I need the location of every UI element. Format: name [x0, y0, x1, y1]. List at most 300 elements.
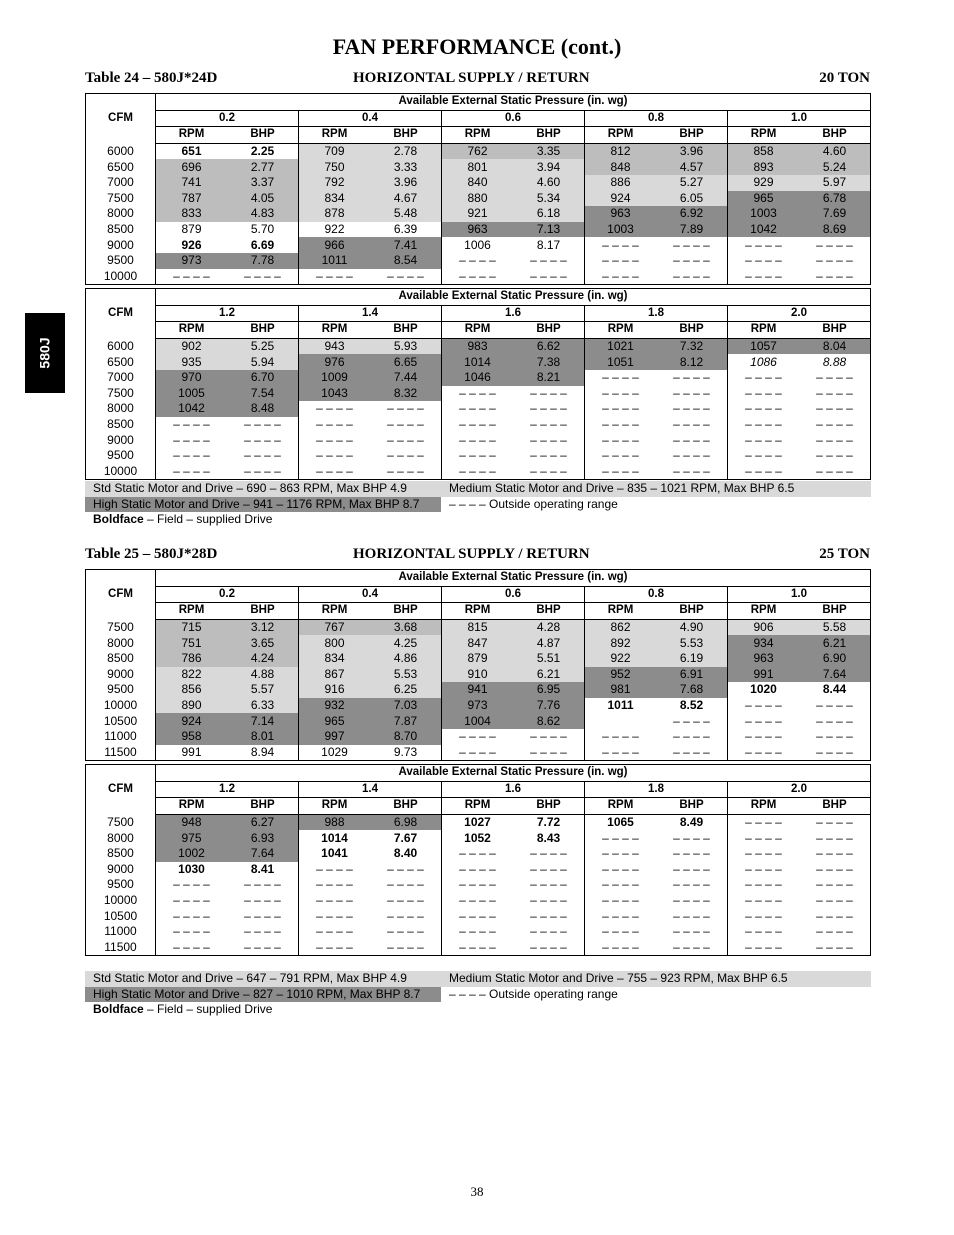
bhp-cell: – – – –: [530, 268, 567, 283]
bhp-cell: – – – –: [673, 893, 710, 908]
bhp-cell: 8.49: [679, 815, 704, 830]
cfm-cell: 7500: [86, 386, 156, 402]
bhp-cell: – – – –: [673, 924, 710, 939]
rpm-header: RPM: [299, 798, 371, 815]
bhp-cell: 8.44: [822, 682, 847, 697]
pressure-header: 2.0: [728, 305, 871, 322]
legend-boldface-text: – Field – supplied Drive: [143, 1002, 273, 1017]
bhp-header: BHP: [227, 322, 299, 339]
rpm-cell: – – – –: [728, 401, 800, 417]
rpm-cell: – – – –: [442, 893, 514, 909]
bhp-cell: 3.65: [227, 635, 299, 651]
rpm-cell: – – – –: [728, 253, 800, 269]
bhp-cell: 7.72: [536, 815, 561, 830]
bhp-cell: 6.98: [370, 814, 442, 830]
rpm-cell: – – – –: [299, 464, 371, 480]
cfm-cell: 10000: [86, 698, 156, 714]
bhp-cell: – – – –: [673, 370, 710, 385]
table-24-legend: [85, 481, 871, 528]
rpm-cell: – – – –: [442, 877, 514, 893]
bhp-cell: – – – –: [673, 729, 710, 744]
rpm-cell: – – – –: [173, 463, 210, 478]
rpm-cell: – – – –: [585, 464, 657, 480]
bhp-cell: 7.87: [370, 713, 442, 729]
rpm-cell: 1027: [442, 814, 514, 830]
bhp-cell: – – – –: [530, 893, 567, 908]
rpm-cell: 767: [299, 619, 371, 635]
rpm-cell: 935: [156, 354, 228, 370]
bhp-cell: – – – –: [673, 877, 710, 892]
rpm-cell: 965: [299, 713, 371, 729]
cfm-cell: 8000: [86, 206, 156, 222]
rpm-header: RPM: [299, 322, 371, 339]
rpm-cell: 991: [181, 744, 202, 759]
rpm-cell: – – – –: [585, 893, 657, 909]
cfm-cell: 7000: [86, 370, 156, 386]
table-row: [86, 432, 871, 448]
bhp-cell: – – – –: [530, 846, 567, 861]
bhp-cell: 8.94: [250, 744, 275, 759]
cfm-cell: 8000: [86, 635, 156, 651]
bhp-cell: 8.21: [513, 370, 585, 386]
bhp-cell: – – – –: [387, 268, 424, 283]
bhp-cell: – – – –: [244, 417, 281, 432]
rpm-cell: 1005: [156, 386, 228, 402]
rpm-cell: – – – –: [442, 846, 514, 862]
bhp-cell: 4.05: [227, 191, 299, 207]
bhp-cell: 8.70: [370, 729, 442, 745]
bhp-cell: 6.95: [513, 682, 585, 698]
rpm-cell: – – – –: [585, 908, 657, 924]
cfm-cell: 9000: [86, 237, 156, 253]
bhp-cell: 8.88: [822, 354, 847, 369]
bhp-cell: – – – –: [387, 908, 424, 923]
bhp-cell: 7.89: [656, 222, 728, 238]
bhp-cell: – – – –: [673, 908, 710, 923]
rpm-cell: – – – –: [585, 940, 657, 956]
rpm-cell: – – – –: [299, 432, 371, 448]
rpm-cell: 943: [299, 338, 371, 354]
table-row: [86, 464, 871, 480]
bhp-cell: – – – –: [816, 698, 853, 713]
bhp-cell: – – – –: [530, 463, 567, 478]
table-row: [86, 206, 871, 222]
bhp-cell: – – – –: [530, 729, 567, 744]
rpm-cell: 840: [442, 175, 514, 191]
bhp-cell: – – – –: [387, 432, 424, 447]
bhp-cell: – – – –: [816, 253, 853, 268]
rpm-cell: [585, 713, 657, 729]
rpm-cell: 792: [299, 175, 371, 191]
bhp-cell: – – – –: [816, 370, 853, 385]
rpm-cell: – – – –: [299, 893, 371, 909]
bhp-cell: – – – –: [816, 924, 853, 939]
table-row: [86, 143, 871, 159]
bhp-cell: 6.25: [370, 682, 442, 698]
table-row: [86, 269, 871, 285]
rpm-cell: 916: [299, 682, 371, 698]
table-tonnage: 25 TON: [819, 546, 870, 562]
bhp-header: BHP: [799, 603, 871, 620]
legend-boldface-label: Boldface: [93, 512, 144, 527]
rpm-header: RPM: [299, 127, 371, 144]
cfm-header: CFM: [86, 289, 156, 339]
rpm-header: RPM: [585, 127, 657, 144]
bhp-cell: 4.24: [227, 651, 299, 667]
rpm-cell: – – – –: [728, 908, 800, 924]
rpm-cell: 800: [299, 635, 371, 651]
rpm-cell: 1011: [299, 253, 371, 269]
rpm-cell: 1003: [585, 222, 657, 238]
bhp-cell: – – – –: [816, 846, 853, 861]
rpm-cell: 815: [442, 619, 514, 635]
table-mode: HORIZONTAL SUPPLY / RETURN: [353, 546, 590, 562]
bhp-cell: – – – –: [816, 939, 853, 954]
rpm-header: RPM: [442, 798, 514, 815]
bhp-cell: 5.53: [656, 635, 728, 651]
bhp-header: BHP: [370, 603, 442, 620]
rpm-cell: 879: [442, 651, 514, 667]
bhp-cell: – – – –: [673, 744, 710, 759]
rpm-cell: 1051: [585, 354, 657, 370]
bhp-cell: 7.67: [393, 830, 418, 845]
aesp-header: Available External Static Pressure (in. wg): [156, 765, 871, 782]
bhp-cell: – – – –: [244, 939, 281, 954]
rpm-cell: 1014: [442, 354, 514, 370]
rpm-cell: – – – –: [299, 940, 371, 956]
rpm-cell: 890: [156, 698, 228, 714]
bhp-cell: – – – –: [816, 830, 853, 845]
rpm-cell: – – – –: [442, 432, 514, 448]
bhp-cell: 6.21: [799, 635, 871, 651]
aesp-header: Available External Static Pressure (in. wg): [156, 94, 871, 111]
table-tonnage: 20 TON: [819, 70, 870, 86]
rpm-cell: 922: [299, 222, 371, 238]
bhp-cell: 4.25: [370, 635, 442, 651]
rpm-cell: 879: [181, 222, 202, 237]
rpm-header: RPM: [728, 127, 800, 144]
table-row: [86, 338, 871, 354]
bhp-cell: 6.91: [656, 667, 728, 683]
table-row: [86, 745, 871, 761]
bhp-cell: 6.90: [799, 651, 871, 667]
bhp-cell: 3.35: [513, 143, 585, 159]
rpm-cell: 1003: [728, 206, 800, 222]
rpm-cell: 847: [442, 635, 514, 651]
bhp-header: BHP: [656, 127, 728, 144]
cfm-cell: 9500: [86, 877, 156, 893]
bhp-cell: – – – –: [530, 939, 567, 954]
rpm-cell: – – – –: [442, 386, 514, 402]
rpm-cell: – – – –: [299, 908, 371, 924]
bhp-cell: 5.27: [656, 175, 728, 191]
bhp-cell: – – – –: [673, 253, 710, 268]
bhp-cell: 8.43: [536, 830, 561, 845]
bhp-cell: 6.70: [227, 370, 299, 386]
bhp-header: BHP: [656, 322, 728, 339]
table-row: [86, 682, 871, 698]
bhp-cell: – – – –: [387, 877, 424, 892]
rpm-cell: 924: [585, 191, 657, 207]
pressure-header: 1.6: [442, 305, 585, 322]
bhp-cell: – – – –: [816, 417, 853, 432]
bhp-cell: – – – –: [673, 463, 710, 478]
cfm-cell: 8500: [86, 651, 156, 667]
rpm-cell: 973: [156, 253, 228, 269]
bhp-cell: 7.32: [656, 338, 728, 354]
bhp-cell: 2.77: [227, 159, 299, 175]
rpm-cell: 997: [299, 729, 371, 745]
bhp-cell: – – – –: [816, 877, 853, 892]
rpm-cell: 822: [156, 667, 228, 683]
rpm-cell: 1011: [585, 698, 657, 714]
bhp-cell: 8.40: [393, 846, 418, 861]
bhp-cell: – – – –: [530, 401, 567, 416]
table-number: Table 25 – 580J*28D: [85, 546, 218, 562]
rpm-cell: – – – –: [728, 464, 800, 480]
bhp-cell: – – – –: [816, 908, 853, 923]
bhp-cell: – – – –: [244, 268, 281, 283]
bhp-cell: – – – –: [673, 385, 710, 400]
bhp-cell: – – – –: [530, 744, 567, 759]
bhp-cell: 5.57: [227, 682, 299, 698]
table-row: [86, 814, 871, 830]
pressure-header: 0.4: [299, 110, 442, 127]
rpm-cell: 988: [299, 814, 371, 830]
rpm-cell: – – – –: [299, 924, 371, 940]
rpm-cell: – – – –: [728, 893, 800, 909]
rpm-cell: – – – –: [728, 386, 800, 402]
bhp-header: BHP: [799, 127, 871, 144]
cfm-cell: 9000: [86, 667, 156, 683]
rpm-cell: 1042: [156, 401, 228, 417]
cfm-cell: 9000: [86, 432, 156, 448]
table-row: [86, 386, 871, 402]
bhp-header: BHP: [799, 322, 871, 339]
bhp-cell: – – – –: [673, 846, 710, 861]
pressure-header: 0.8: [585, 586, 728, 603]
bhp-cell: – – – –: [387, 893, 424, 908]
cfm-cell: 6500: [86, 159, 156, 175]
bhp-cell: 7.76: [513, 698, 585, 714]
rpm-cell: – – – –: [442, 729, 514, 745]
bhp-cell: 5.93: [370, 338, 442, 354]
bhp-cell: – – – –: [530, 417, 567, 432]
bhp-cell: – – – –: [244, 908, 281, 923]
rpm-cell: – – – –: [173, 893, 210, 908]
cfm-cell: 11000: [86, 924, 156, 940]
legend-high-static: High Static Motor and Drive – 941 – 1176 RPM, Max BHP 8.7: [85, 497, 441, 513]
rpm-cell: – – – –: [585, 924, 657, 940]
bhp-cell: 7.68: [656, 682, 728, 698]
rpm-cell: 1041: [299, 846, 371, 862]
rpm-cell: 941: [442, 682, 514, 698]
rpm-cell: 834: [299, 191, 371, 207]
rpm-header: RPM: [156, 603, 228, 620]
bhp-cell: 3.37: [227, 175, 299, 191]
bhp-cell: 4.83: [227, 206, 299, 222]
bhp-cell: 4.87: [513, 635, 585, 651]
rpm-cell: 934: [728, 635, 800, 651]
bhp-cell: – – – –: [530, 253, 567, 268]
cfm-header: CFM: [86, 94, 156, 144]
rpm-cell: 983: [442, 338, 514, 354]
rpm-cell: 1029: [299, 745, 371, 761]
bhp-cell: – – – –: [244, 432, 281, 447]
table-25-block-2: [85, 764, 871, 956]
rpm-cell: 1030: [178, 861, 205, 876]
bhp-cell: 7.38: [513, 354, 585, 370]
rpm-cell: – – – –: [585, 862, 657, 878]
bhp-cell: 6.21: [513, 667, 585, 683]
cfm-cell: 8000: [86, 401, 156, 417]
bhp-cell: 4.60: [799, 143, 871, 159]
rpm-cell: – – – –: [299, 417, 371, 433]
rpm-cell: 709: [299, 143, 371, 159]
bhp-cell: 8.69: [799, 222, 871, 238]
bhp-cell: 6.93: [227, 830, 299, 846]
rpm-cell: – – – –: [173, 268, 210, 283]
bhp-cell: 7.54: [227, 386, 299, 402]
rpm-cell: – – – –: [173, 448, 210, 463]
rpm-cell: 1086: [728, 354, 800, 370]
rpm-cell: – – – –: [299, 401, 371, 417]
legend-medium-static: Medium Static Motor and Drive – 755 – 923 RPM, Max BHP 6.5: [441, 971, 871, 987]
cfm-cell: 8500: [86, 417, 156, 433]
table-row: [86, 924, 871, 940]
bhp-header: BHP: [513, 322, 585, 339]
bhp-header: BHP: [513, 127, 585, 144]
table-row: [86, 448, 871, 464]
cfm-cell: 8500: [86, 846, 156, 862]
bhp-cell: – – – –: [816, 815, 853, 830]
rpm-cell: 965: [728, 191, 800, 207]
rpm-cell: 963: [728, 651, 800, 667]
table-row: [86, 417, 871, 433]
rpm-cell: 924: [156, 713, 228, 729]
rpm-cell: 886: [585, 175, 657, 191]
bhp-cell: – – – –: [673, 401, 710, 416]
bhp-cell: 2.25: [250, 144, 275, 159]
cfm-cell: 11500: [86, 745, 156, 761]
table-row: [86, 237, 871, 253]
bhp-cell: 8.17: [536, 237, 561, 252]
bhp-cell: 3.96: [656, 143, 728, 159]
rpm-cell: 878: [299, 206, 371, 222]
cfm-cell: 9500: [86, 253, 156, 269]
bhp-cell: 8.41: [250, 861, 275, 876]
bhp-cell: – – – –: [673, 432, 710, 447]
cfm-cell: 7000: [86, 175, 156, 191]
aesp-header: Available External Static Pressure (in. wg): [156, 289, 871, 306]
rpm-cell: – – – –: [728, 729, 800, 745]
section-side-tab: [25, 313, 65, 393]
rpm-cell: – – – –: [728, 924, 800, 940]
bhp-cell: – – – –: [530, 432, 567, 447]
rpm-cell: 867: [299, 667, 371, 683]
rpm-cell: – – – –: [585, 846, 657, 862]
rpm-cell: – – – –: [728, 432, 800, 448]
rpm-cell: – – – –: [442, 269, 514, 285]
bhp-cell: – – – –: [816, 401, 853, 416]
bhp-cell: – – – –: [387, 448, 424, 463]
rpm-cell: 858: [728, 143, 800, 159]
table-number: Table 24 – 580J*24D: [85, 70, 218, 86]
table-row: [86, 222, 871, 238]
table-row: [86, 651, 871, 667]
rpm-cell: – – – –: [585, 745, 657, 761]
rpm-header: RPM: [156, 322, 228, 339]
rpm-header: RPM: [442, 127, 514, 144]
table-row: [86, 354, 871, 370]
pressure-header: 0.2: [156, 586, 299, 603]
table-24-heading: [85, 70, 870, 90]
rpm-cell: – – – –: [299, 269, 371, 285]
bhp-cell: 6.05: [656, 191, 728, 207]
cfm-cell: 10000: [86, 464, 156, 480]
bhp-cell: – – – –: [530, 924, 567, 939]
rpm-cell: – – – –: [299, 448, 371, 464]
bhp-cell: 3.96: [370, 175, 442, 191]
cfm-cell: 6000: [86, 143, 156, 159]
rpm-cell: 1052: [442, 830, 514, 846]
bhp-cell: – – – –: [244, 463, 281, 478]
bhp-cell: – – – –: [673, 268, 710, 283]
rpm-cell: 862: [585, 619, 657, 635]
table-row: [86, 370, 871, 386]
rpm-header: RPM: [585, 603, 657, 620]
bhp-cell: 4.90: [656, 619, 728, 635]
bhp-cell: 3.68: [370, 619, 442, 635]
rpm-cell: 696: [156, 159, 228, 175]
rpm-cell: 834: [299, 651, 371, 667]
rpm-cell: – – – –: [442, 448, 514, 464]
cfm-cell: 10500: [86, 908, 156, 924]
rpm-cell: – – – –: [728, 713, 800, 729]
rpm-cell: 1021: [585, 338, 657, 354]
table-row: [86, 698, 871, 714]
bhp-cell: 3.94: [513, 159, 585, 175]
rpm-cell: – – – –: [173, 908, 210, 923]
rpm-cell: – – – –: [728, 370, 800, 386]
bhp-cell: – – – –: [673, 448, 710, 463]
bhp-cell: 5.25: [227, 338, 299, 354]
bhp-cell: 6.19: [656, 651, 728, 667]
bhp-cell: – – – –: [673, 861, 710, 876]
bhp-cell: – – – –: [816, 861, 853, 876]
bhp-cell: 8.48: [227, 401, 299, 417]
cfm-cell: 9500: [86, 682, 156, 698]
bhp-cell: – – – –: [387, 417, 424, 432]
aesp-header: Available External Static Pressure (in. wg): [156, 570, 871, 587]
bhp-cell: 2.78: [370, 143, 442, 159]
rpm-header: RPM: [728, 603, 800, 620]
table-25-block-1: [85, 569, 871, 761]
pressure-header: 1.2: [156, 305, 299, 322]
rpm-cell: 787: [156, 191, 228, 207]
rpm-cell: 991: [728, 667, 800, 683]
cfm-cell: 10500: [86, 713, 156, 729]
rpm-cell: – – – –: [299, 862, 371, 878]
rpm-cell: 958: [156, 729, 228, 745]
rpm-header: RPM: [156, 798, 228, 815]
bhp-cell: – – – –: [816, 268, 853, 283]
side-tab-label: 580J: [37, 337, 53, 369]
bhp-cell: – – – –: [816, 385, 853, 400]
bhp-cell: – – – –: [530, 448, 567, 463]
table-24-block-2: [85, 288, 871, 480]
bhp-cell: 5.58: [799, 619, 871, 635]
